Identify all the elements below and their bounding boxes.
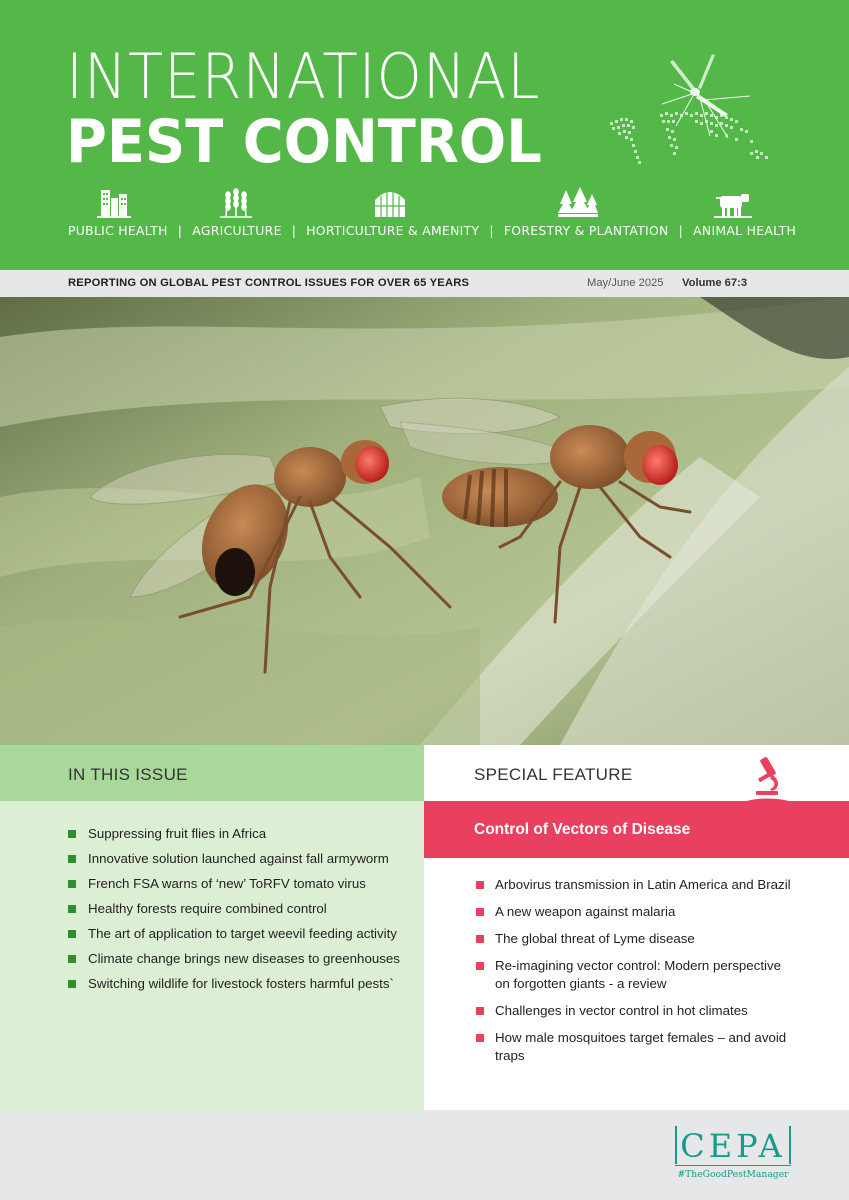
square-bullet-icon (476, 1034, 484, 1042)
article-title: The global threat of Lyme disease (495, 931, 695, 946)
sector-icons (0, 186, 849, 220)
cepa-logo-tagline: #TheGoodPestManager (677, 1169, 789, 1180)
sector-separator: | (678, 223, 684, 238)
sector-forestry: FORESTRY & PLANTATION (503, 223, 669, 238)
issue-volume: Volume 67:3 (682, 277, 748, 289)
cow-icon (714, 186, 752, 218)
in-this-issue-header (0, 745, 424, 801)
footer (0, 1110, 849, 1200)
article-title: Suppressing fruit flies in Africa (88, 826, 267, 841)
sector-separator: | (489, 223, 494, 238)
square-bullet-icon (68, 905, 76, 913)
square-bullet-icon (68, 980, 76, 988)
list-item (68, 950, 408, 968)
microscope-icon (742, 753, 794, 803)
article-title: A new weapon against malaria (495, 904, 676, 919)
list-item (68, 850, 408, 868)
list-item (476, 1029, 796, 1065)
special-feature-list (476, 876, 796, 1074)
special-feature-header (424, 745, 849, 801)
tagline-strip (0, 270, 849, 297)
issue-date: May/June 2025 (587, 277, 664, 289)
tagline: REPORTING ON GLOBAL PEST CONTROL ISSUES FOR OVER 65 YEARS (68, 277, 470, 289)
square-bullet-icon (476, 908, 484, 916)
masthead-title-line1: INTERNATIONAL (66, 40, 541, 113)
article-title: Arbovirus transmission in Latin America and Brazil (495, 877, 791, 892)
sector-agriculture: AGRICULTURE (192, 223, 282, 238)
article-title: Switching wildlife for livestock fosters harmful pests` (88, 976, 394, 991)
square-bullet-icon (68, 855, 76, 863)
article-title: Innovative solution launched against fall armyworm (88, 851, 389, 866)
article-title: Re-imagining vector control: Modern perspective on forgotten giants - a review (495, 958, 782, 991)
list-item (476, 903, 796, 921)
article-title: The art of application to target weevil feeding activity (88, 926, 397, 941)
sector-list (68, 223, 808, 238)
list-item (68, 975, 408, 993)
article-title: Healthy forests require combined control (88, 901, 327, 916)
fruit-flies-image (0, 297, 849, 745)
article-title: Challenges in vector control in hot climates (495, 1003, 748, 1018)
cover-photo-fruit-flies (0, 297, 849, 745)
cepa-logo-rule (675, 1165, 791, 1166)
square-bullet-icon (68, 880, 76, 888)
square-bullet-icon (68, 930, 76, 938)
square-bullet-icon (68, 830, 76, 838)
list-item (68, 875, 408, 893)
list-item (476, 930, 796, 948)
list-item (476, 957, 796, 993)
in-this-issue-list (68, 825, 408, 1000)
in-this-issue-panel (0, 801, 424, 1110)
cepa-logo (675, 1126, 791, 1188)
masthead-title-line2: PEST CONTROL (66, 107, 542, 177)
list-item (476, 876, 796, 894)
cepa-logo-word: CEPA (680, 1127, 786, 1165)
article-title: French FSA warns of ‘new’ ToRFV tomato virus (88, 876, 366, 891)
feature-title-bar (424, 801, 849, 858)
square-bullet-icon (476, 935, 484, 943)
article-title: How male mosquitoes target females – and avoid traps (495, 1030, 787, 1063)
special-feature-panel (424, 858, 849, 1110)
mosquito-world-map-icon (600, 48, 790, 178)
feature-title: Control of Vectors of Disease (474, 821, 691, 838)
square-bullet-icon (476, 881, 484, 889)
greenhouse-icon (372, 186, 408, 218)
list-item (68, 900, 408, 918)
square-bullet-icon (476, 962, 484, 970)
sector-separator: | (291, 223, 297, 238)
special-feature-heading: SPECIAL FEATURE (474, 765, 633, 784)
sector-animal-health: ANIMAL HEALTH (693, 223, 797, 238)
sector-horticulture: HORTICULTURE & AMENITY (306, 223, 480, 238)
buildings-icon (97, 186, 131, 218)
wheat-icon (218, 186, 254, 218)
list-item (68, 925, 408, 943)
in-this-issue-heading: IN THIS ISSUE (68, 765, 188, 784)
sector-public-health: PUBLIC HEALTH (68, 223, 168, 238)
square-bullet-icon (476, 1007, 484, 1015)
masthead (0, 0, 849, 270)
sector-separator: | (177, 223, 183, 238)
list-item (476, 1002, 796, 1020)
article-title: Climate change brings new diseases to greenhouses (88, 951, 400, 966)
trees-icon (558, 186, 598, 218)
list-item (68, 825, 408, 843)
square-bullet-icon (68, 955, 76, 963)
